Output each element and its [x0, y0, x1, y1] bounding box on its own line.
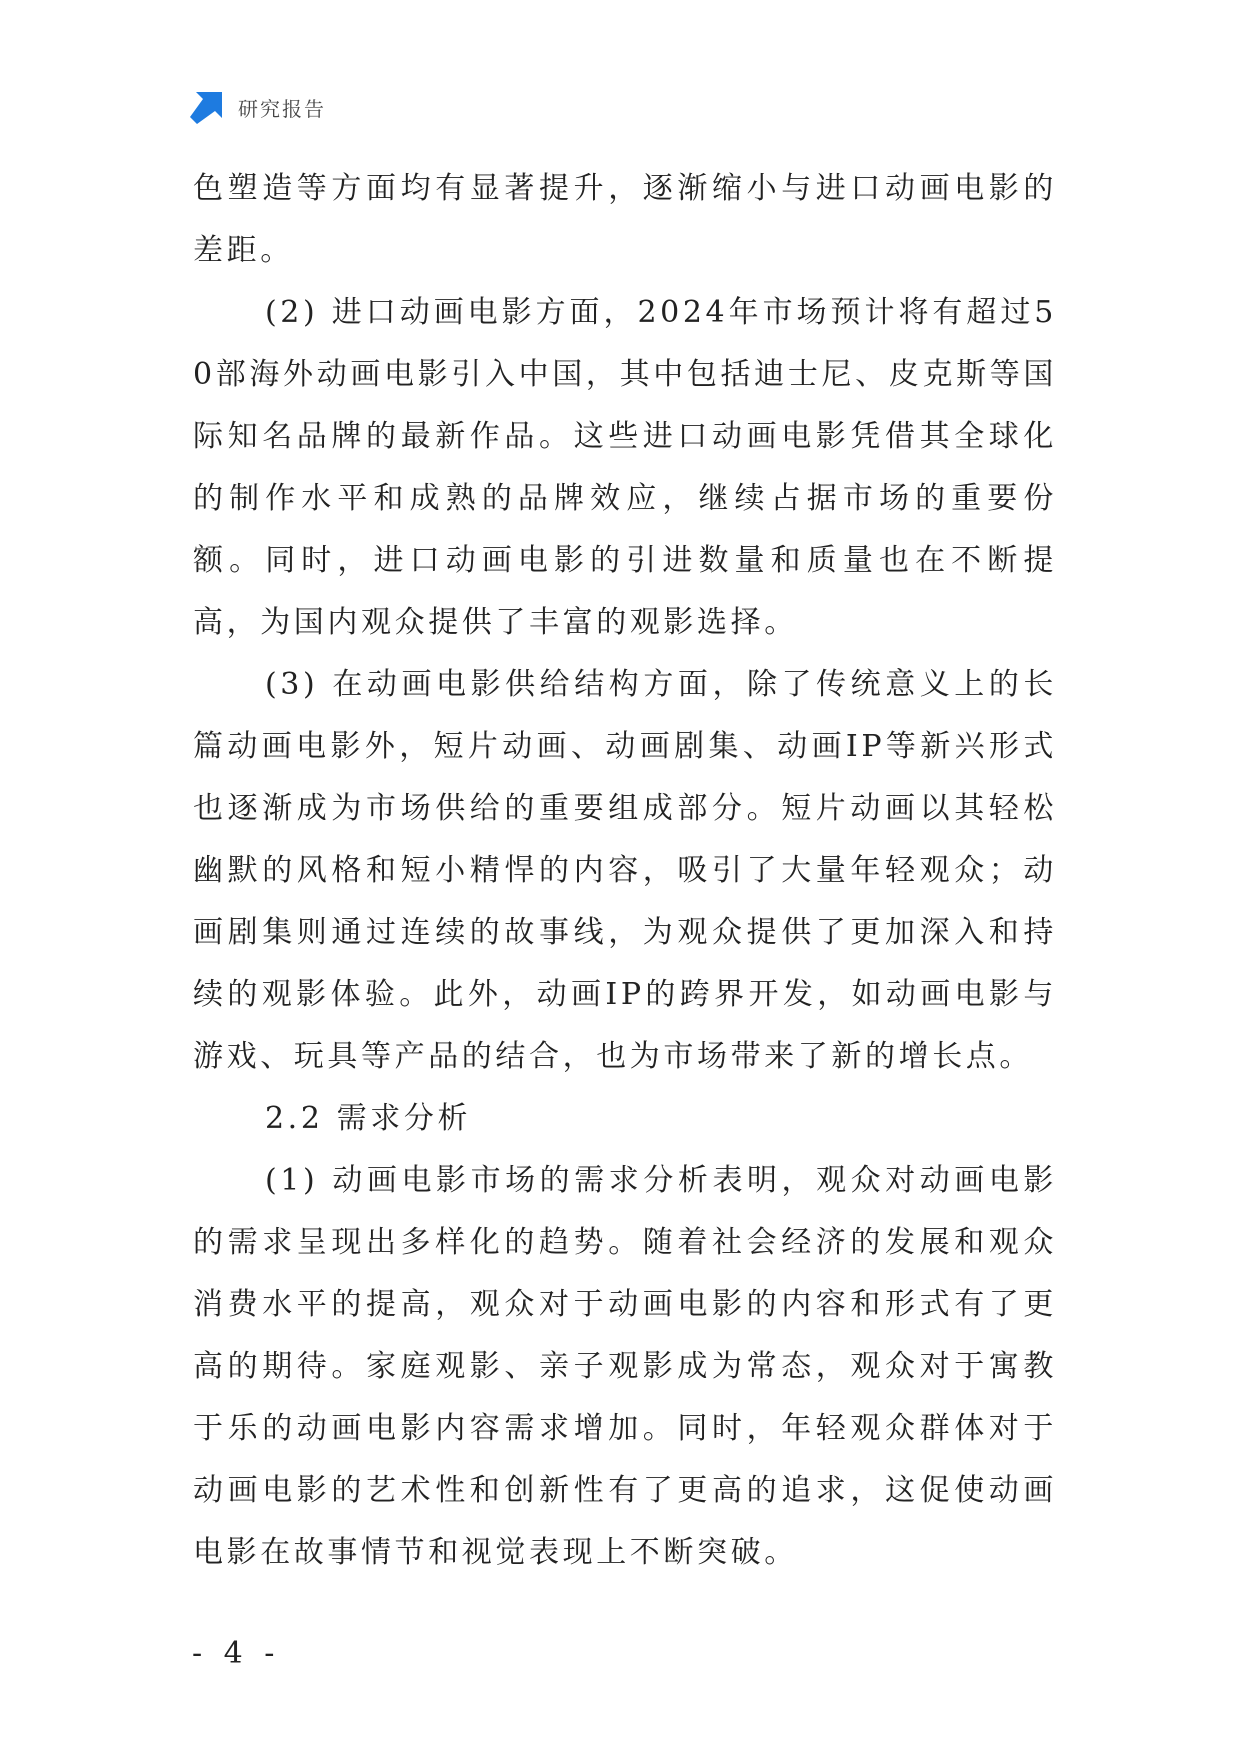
- arrow-up-right-icon: [190, 90, 224, 124]
- page-number: - 4 -: [192, 1636, 281, 1671]
- paragraph-imported-films: (2) 进口动画电影方面，2024年市场预计将有超过50部海外动画电影引入中国，其中包括迪士尼、皮克斯等国际知名品牌的最新作品。这些进口动画电影凭借其全球化的制作水平和成熟的品牌效应，继续占据市场的重要份额。同时，进口动画电影的引进数量和质量也在不断提高，为国内观众提供了丰富的观影选择。: [193, 295, 1057, 640]
- header-title: 研究报告: [238, 96, 326, 121]
- paragraph-continued: 色塑造等方面均有显著提升，逐渐缩小与进口动画电影的差距。: [193, 171, 1057, 268]
- paragraph-supply-structure: (3) 在动画电影供给结构方面，除了传统意义上的长篇动画电影外，短片动画、动画剧集、动画IP等新兴形式也逐渐成为市场供给的重要组成部分。短片动画以其轻松幽默的风格和短小精悍的内容，吸引了大量年轻观众；动画剧集则通过连续的故事线，为观众提供了更加深入和持续的观影体验。此外，动画IP的跨界开发，如动画电影与游戏、玩具等产品的结合，也为市场带来了新的增长点。: [193, 667, 1057, 1074]
- section-heading: 2.2 需求分析: [265, 1101, 472, 1136]
- document-body: [193, 158, 1057, 1584]
- document-header: [190, 90, 326, 124]
- paragraph-demand-analysis: (1) 动画电影市场的需求分析表明，观众对动画电影的需求呈现出多样化的趋势。随着社会经济的发展和观众消费水平的提高，观众对于动画电影的内容和形式有了更高的期待。家庭观影、亲子观影成为常态，观众对于寓教于乐的动画电影内容需求增加。同时，年轻观众群体对于动画电影的艺术性和创新性有了更高的追求，这促使动画电影在故事情节和视觉表现上不断突破。: [193, 1163, 1057, 1570]
